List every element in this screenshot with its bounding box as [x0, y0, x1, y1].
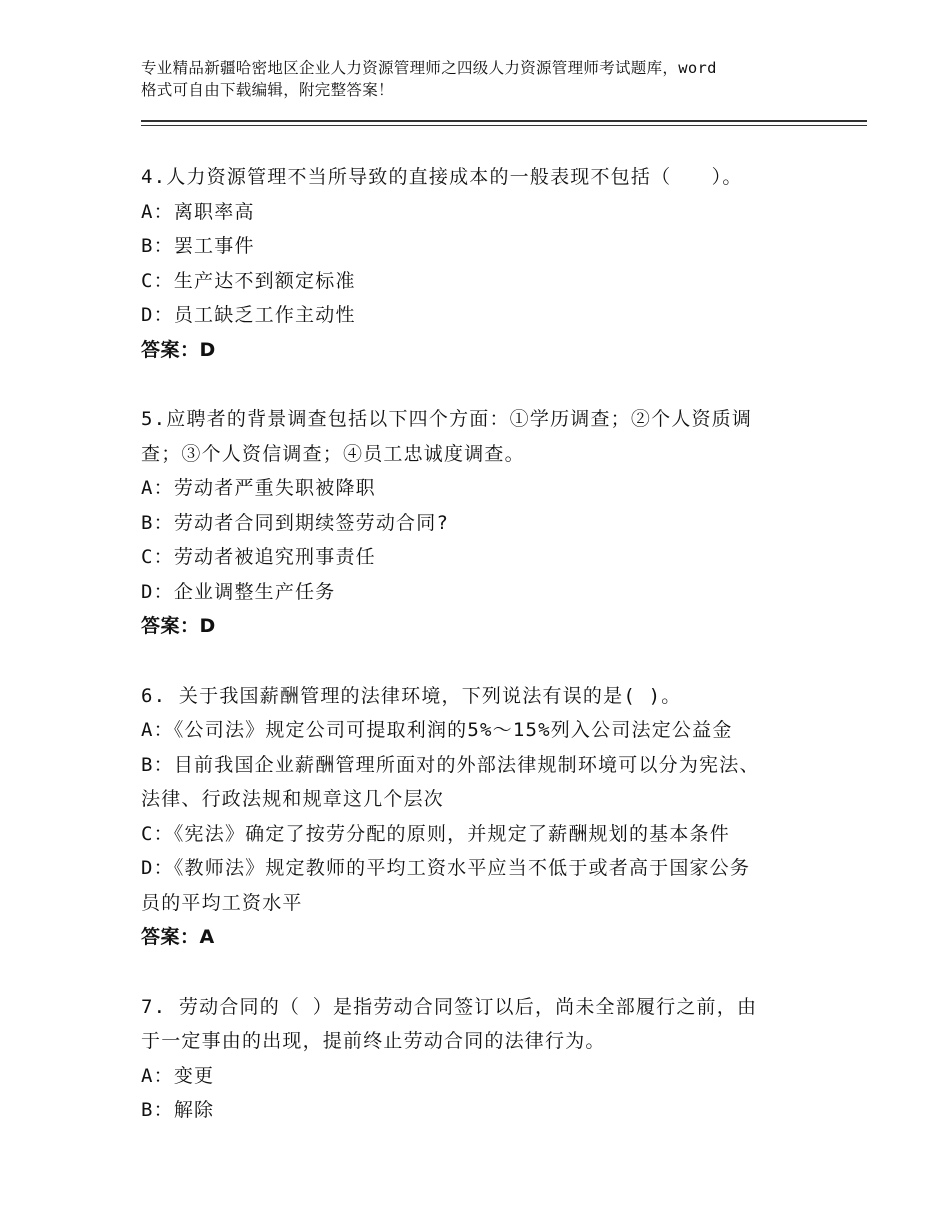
question-stem: 5.应聘者的背景调查包括以下四个方面：①学历调查；②个人资质调 — [141, 408, 753, 430]
question-7 — [141, 990, 801, 1128]
option-b: B：劳动者合同到期续签劳动合同? — [141, 511, 450, 534]
header-line-1: 专业精品新疆哈密地区企业人力资源管理师之四级人力资源管理师考试题库，word — [141, 59, 717, 77]
option-d: D：员工缺乏工作主动性 — [141, 304, 356, 326]
option-a: A：变更 — [141, 1064, 215, 1087]
option-b: B：目前我国企业薪酬管理所面对的外部法律规制环境可以分为宪法、 — [141, 753, 760, 776]
option-d-cont: 员的平均工资水平 — [141, 891, 303, 914]
answer-label: 答案：D — [141, 338, 216, 361]
answer-label: 答案：A — [141, 926, 215, 948]
option-c: C：《宪法》确定了按劳分配的原则，并规定了薪酬规划的基本条件 — [141, 822, 730, 845]
option-c: C：生产达不到额定标准 — [141, 269, 356, 292]
question-list — [141, 160, 801, 1163]
option-b: B：解除 — [141, 1099, 215, 1121]
question-4 — [141, 160, 801, 367]
option-a: A：《公司法》规定公司可提取利润的5%～15%列入公司法定公益金 — [141, 719, 733, 741]
question-stem-cont: 查；③个人资信调查；④员工忠诚度调查。 — [141, 442, 525, 465]
option-a: A：劳动者严重失职被降职 — [141, 477, 376, 499]
question-stem-cont: 于一定事由的出现，提前终止劳动合同的法律行为。 — [141, 1030, 606, 1052]
option-d: D：企业调整生产任务 — [141, 580, 336, 603]
document-header — [141, 57, 831, 101]
header-rule-thin — [141, 125, 867, 126]
option-d: D：《教师法》规定教师的平均工资水平应当不低于或者高于国家公务 — [141, 857, 751, 879]
question-stem: 7. 劳动合同的（ ）是指劳动合同签订以后，尚未全部履行之前，由 — [141, 995, 758, 1018]
option-c: C：劳动者被追究刑事责任 — [141, 546, 376, 568]
option-b: B：罢工事件 — [141, 235, 255, 257]
answer-label: 答案：D — [141, 615, 216, 637]
header-rule-thick — [141, 120, 867, 122]
question-5 — [141, 402, 801, 644]
question-6 — [141, 679, 801, 955]
header-line-2: 格式可自由下载编辑，附完整答案！ — [141, 81, 394, 99]
option-a: A：离职率高 — [141, 200, 255, 223]
question-stem: 6. 关于我国薪酬管理的法律环境，下列说法有误的是( )。 — [141, 684, 682, 707]
question-stem: 4.人力资源管理不当所导致的直接成本的一般表现不包括（ ）。 — [141, 166, 743, 188]
option-b-cont: 法律、行政法规和规章这几个层次 — [141, 788, 445, 810]
